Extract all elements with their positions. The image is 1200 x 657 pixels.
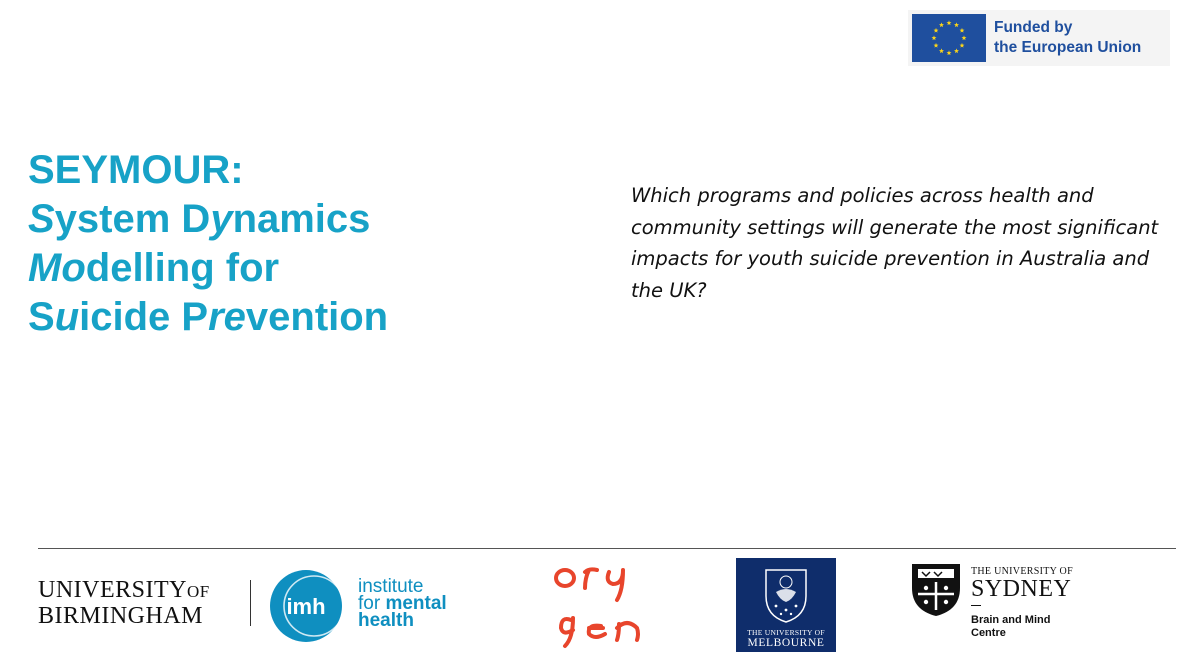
logo-separator <box>250 580 251 626</box>
melbourne-line2: MELBOURNE <box>747 637 825 649</box>
orygen-logo <box>551 558 671 652</box>
imh-for: for <box>358 593 386 614</box>
title-line-4 <box>28 293 388 342</box>
eu-star-icon <box>939 22 944 27</box>
sydney-line3: Brain and Mind <box>971 614 1051 626</box>
eu-flag-icon <box>912 14 986 62</box>
title-text: namics <box>232 197 371 241</box>
page-title <box>28 146 388 342</box>
title-highlight: Mo <box>28 246 86 290</box>
title-line-2 <box>28 195 388 244</box>
research-question: Which programs and policies across health and community settings will generate the most significant impacts for youth suicide prevention in Australia and the UK? <box>631 184 1159 302</box>
eu-star-icon <box>939 48 944 53</box>
imh-logo-text <box>358 578 447 629</box>
imh-line3: health <box>358 610 414 631</box>
title-highlight: u <box>54 295 80 339</box>
university-of-birmingham-logo <box>38 578 210 629</box>
eu-funding-line2: the European Union <box>994 39 1142 56</box>
melbourne-crest-icon <box>736 562 836 632</box>
title-line-1: SEYMOUR: <box>28 148 244 192</box>
sydney-line2: SYDNEY <box>971 576 1072 602</box>
uob-of-text: OF <box>187 582 210 601</box>
sydney-dash <box>971 605 981 606</box>
title-text: vention <box>245 295 389 339</box>
title-highlight: re <box>208 295 246 339</box>
eu-star-icon <box>954 48 959 53</box>
title-text: S <box>28 295 55 339</box>
title-text: icide P <box>79 295 209 339</box>
eu-funding-line1: Funded by <box>994 19 1073 36</box>
imh-badge-text: imh <box>286 594 326 619</box>
uob-university-text: UNIVERSITY <box>38 577 187 603</box>
melbourne-line1: THE UNIVERSITY OF <box>747 628 825 637</box>
eu-star-icon <box>947 20 952 25</box>
eu-star-icon <box>932 35 937 40</box>
eu-star-icon <box>960 43 965 48</box>
title-text: ystem D <box>54 197 211 241</box>
title-text: delling for <box>85 246 280 290</box>
footer-divider <box>38 548 1176 549</box>
university-of-sydney-logo <box>971 566 1073 640</box>
uob-line2: BIRMINGHAM <box>38 603 204 629</box>
uob-line1 <box>38 578 210 604</box>
eu-star-icon <box>962 35 967 40</box>
eu-star-icon <box>947 50 952 55</box>
imh-mental: mental <box>385 593 447 614</box>
title-highlight: y <box>210 197 233 241</box>
eu-star-icon <box>960 28 965 33</box>
title-highlight: S <box>28 197 55 241</box>
eu-star-icon <box>954 22 959 27</box>
sydney-crest-icon <box>908 560 964 618</box>
imh-line1: institute <box>358 576 424 597</box>
eu-funding-badge <box>908 10 1170 66</box>
eu-star-icon <box>934 43 939 48</box>
imh-logo-icon <box>268 568 344 644</box>
title-line-3 <box>28 244 388 293</box>
eu-star-icon <box>934 28 939 33</box>
eu-funding-text <box>994 18 1141 58</box>
university-of-melbourne-logo <box>736 558 836 652</box>
sydney-line1: THE UNIVERSITY OF <box>971 566 1073 577</box>
sydney-line4: Centre <box>971 627 1006 639</box>
